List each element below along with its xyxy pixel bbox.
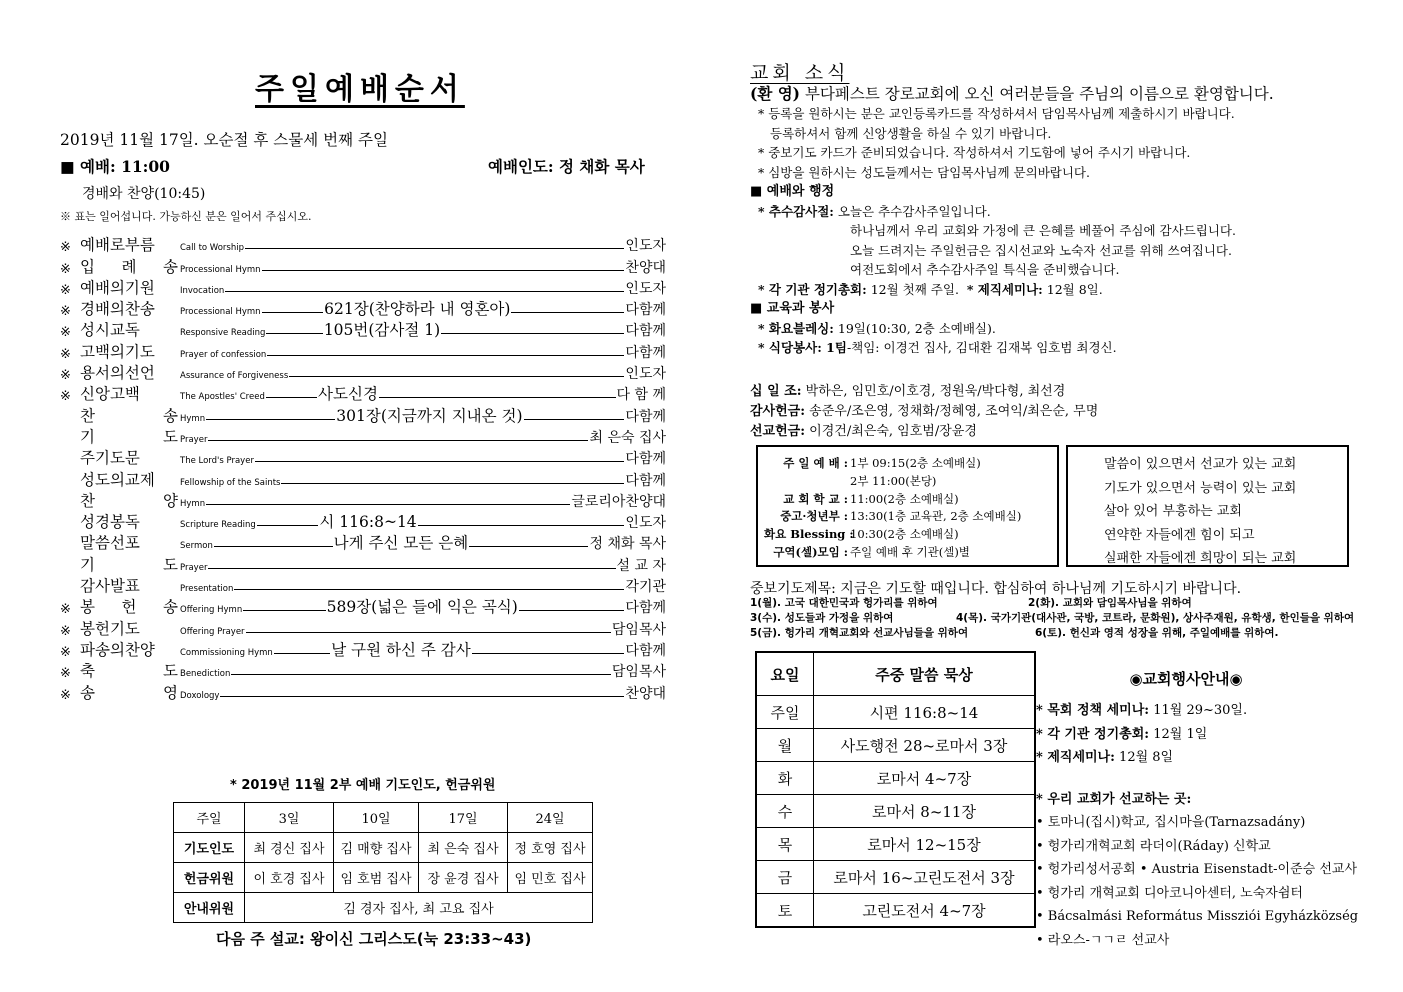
- leader-line: [243, 610, 325, 611]
- order-detail: 589장(넓은 들에 익은 곡식): [326, 598, 518, 617]
- leader-line: [214, 546, 333, 547]
- thanks-text: 오늘 드려지는 주일헌금은 집시선교와 노숙자 선교를 위해 쓰여집니다.: [850, 242, 1232, 258]
- page-title: 주일예배순서: [255, 72, 465, 107]
- order-responsible: 다 함 께: [616, 387, 666, 404]
- kitchen-text: -책임: 이경건 집사, 김대환 김재복 임호범 최경신.: [846, 340, 1117, 355]
- events-title: ◉교회행사안내◉: [1129, 670, 1243, 688]
- schedule-value: 1부 09:15(2층 소예배실): [850, 456, 981, 470]
- leader-line: [206, 504, 570, 505]
- order-name: 기 도: [80, 427, 178, 446]
- order-detail: 301장(지금까지 지내온 것): [336, 406, 523, 425]
- welcome-label: (환 영): [750, 84, 801, 103]
- day-row: [750, 611, 1354, 626]
- blessing-line: [750, 319, 1400, 339]
- order-english: Offering Prayer: [180, 626, 245, 637]
- table-cell: 정 호영 집사: [508, 833, 593, 863]
- right-page: [700, 0, 1403, 992]
- header-cell: 10일: [334, 803, 419, 833]
- order-name: 예배의기원: [80, 278, 155, 297]
- news-list: [750, 104, 1400, 358]
- day-row: [750, 626, 1354, 641]
- order-name: 입 례 송: [80, 257, 178, 276]
- leader-line: [524, 419, 625, 420]
- leader-line: [379, 397, 616, 398]
- order-responsible: 다함께: [625, 408, 666, 425]
- order-responsible: 다함께: [625, 642, 666, 659]
- leader-line: [208, 440, 588, 441]
- event-label: * 각 기관 정기총회:: [1036, 726, 1150, 742]
- tithe-names: 박하은, 임민호/이호경, 정원욱/박다형, 최선경: [805, 384, 1066, 399]
- service-time: ■ 예배: 11:00: [60, 157, 170, 176]
- order-english: Prayer of confession: [180, 349, 267, 360]
- order-english: Scripture Reading: [180, 520, 256, 531]
- order-row: [60, 681, 666, 702]
- leaders-table: [173, 802, 593, 923]
- mission-item: • 헝가리개혁교회 라더이(Ráday) 신학교: [1036, 838, 1271, 854]
- stand-mark: ※: [60, 644, 71, 660]
- leader-line: [208, 568, 615, 569]
- schedule-key: 화요 Blessing :: [764, 527, 854, 542]
- news-title: 교회 소식: [750, 62, 850, 84]
- schedule-row: [764, 526, 1051, 544]
- day-cell: 화: [756, 762, 814, 795]
- service-leader: 예배인도: 정 채화 목사: [488, 157, 645, 176]
- schedule-value: 13:30(1층 교육관, 2층 소예배실): [850, 509, 1022, 524]
- order-row: [60, 447, 666, 468]
- order-english: Fellowship of the Saints: [180, 477, 281, 488]
- leader-line: [245, 248, 624, 249]
- meditation-header-row: [756, 652, 1035, 696]
- order-responsible: 담임목사: [611, 621, 666, 638]
- day-cell: 수: [756, 795, 814, 828]
- order-responsible: 각기관: [625, 579, 666, 596]
- order-detail: 날 구원 하신 주 감사: [331, 640, 471, 659]
- mission-item: • 토마니(집시)학교, 집시마을(Tarnazsadány): [1036, 815, 1306, 830]
- table-cell: 임 민호 집사: [508, 863, 593, 893]
- order-responsible: 인도자: [625, 515, 666, 532]
- order-row: [60, 575, 666, 596]
- worship-order: [60, 234, 666, 703]
- order-responsible: 다함께: [625, 451, 666, 468]
- passage-cell: 사도행전 28~로마서 3장: [814, 729, 1036, 762]
- order-name: 성경봉독: [80, 513, 140, 532]
- leader-line: [220, 696, 624, 697]
- event-item: [1036, 723, 1396, 747]
- event-label: * 목회 정책 세미나:: [1036, 703, 1150, 718]
- leader-line: [231, 674, 611, 675]
- table-row: [756, 729, 1035, 762]
- order-name: 감사발표: [80, 577, 140, 596]
- schedule-row: [764, 544, 1051, 562]
- table-row: [174, 863, 593, 893]
- order-responsible: 글로리아찬양대: [571, 493, 666, 510]
- order-row: [60, 511, 666, 532]
- order-name: 용서의선언: [80, 364, 155, 383]
- event-text: 11월 29~30일.: [1149, 703, 1248, 718]
- thanks-label: * 추수감사절:: [758, 203, 834, 219]
- mission-offering-line: [750, 422, 1098, 442]
- leader-line: [262, 312, 324, 313]
- header-cell: 주일: [174, 803, 245, 833]
- order-responsible: 다함께: [625, 323, 666, 340]
- order-responsible: 찬양대: [625, 259, 666, 276]
- leader-line: [246, 632, 611, 633]
- leader-line: [274, 653, 330, 654]
- order-name: 송 영: [80, 683, 178, 702]
- table-cell: 최 은숙 집사: [419, 833, 508, 863]
- leader-line: [255, 461, 624, 462]
- stand-mark: ※: [60, 666, 71, 682]
- table-cell: 최 경신 집사: [245, 833, 334, 863]
- order-row: [60, 660, 666, 681]
- motto-line: 기도가 있으면서 능력이 있는 교회: [1104, 480, 1297, 496]
- leader-line: [234, 589, 624, 590]
- motto-line: 실패한 자들에겐 희망이 되는 교회: [1104, 551, 1297, 566]
- kitchen-label: * 식당봉사: 1팀: [758, 340, 847, 355]
- schedule-row: [764, 491, 1051, 509]
- event-item: [1036, 699, 1396, 723]
- table-row: [756, 861, 1035, 894]
- order-row: [60, 532, 666, 553]
- mission-item: • 라오스-ㄱㄱㄹ 선교사: [1036, 932, 1170, 948]
- leaders-header-row: [174, 803, 593, 833]
- header-cell: 요일: [756, 652, 814, 696]
- passage-cell: 로마서 8~11장: [814, 795, 1036, 828]
- stand-mark: ※: [60, 304, 71, 320]
- order-row: [60, 404, 666, 425]
- day-item: 3(수). 성도들과 가정을 위하여: [750, 612, 894, 624]
- elder-label: * 제직세미나:: [966, 281, 1043, 297]
- event-text: 12월 1일: [1149, 726, 1208, 742]
- order-row: [60, 298, 666, 319]
- table-row: [756, 894, 1035, 928]
- table-cell: 김 경자 집사, 최 고요 집사: [245, 893, 593, 923]
- order-name: 신앙고백: [80, 385, 140, 404]
- leader-line: [262, 270, 625, 271]
- passage-cell: 로마서 16~고린도전서 3장: [814, 861, 1036, 894]
- order-english: Hymn: [180, 413, 206, 424]
- mission-item: • 헝가리성서공회 • Austria Eisenstadt-이준승 선교사: [1036, 862, 1357, 877]
- section-heading: ■ 예배와 행정: [750, 184, 835, 199]
- leader-line: [267, 355, 624, 356]
- news-item: * 중보기도 카드가 준비되었습니다. 작성하셔서 기도함에 넣어 주시기 바랍니다.: [758, 145, 1191, 160]
- order-name: 축 도: [80, 662, 178, 681]
- thanks-offering-line: [750, 402, 1098, 422]
- order-responsible: 최 은숙 집사: [589, 429, 666, 446]
- day-cell: 목: [756, 828, 814, 861]
- order-responsible: 인도자: [625, 238, 666, 255]
- stand-mark: ※: [60, 282, 71, 298]
- leader-line: [206, 419, 335, 420]
- meeting-line: [750, 280, 1400, 300]
- order-english: Prayer: [180, 434, 208, 445]
- motto-box: [1066, 445, 1349, 567]
- leader-line: [418, 525, 625, 526]
- blessing-text: 19일(10:30, 2층 소예배실).: [837, 320, 996, 336]
- section-heading: ■ 교육과 봉사: [750, 301, 835, 316]
- table-row: [174, 893, 593, 923]
- schedule-key: 주 일 예 배 :: [783, 456, 848, 470]
- order-english: Assurance of Forgiveness: [180, 371, 289, 382]
- day-item: 2(화). 교회와 담임목사님을 위하여: [1028, 597, 1192, 609]
- order-english: Offering Hymn: [180, 605, 243, 616]
- order-detail: 나게 주신 모든 은혜: [333, 534, 469, 553]
- order-row: [60, 553, 666, 574]
- thanks-offering-names: 송준우/조은영, 정채화/정혜영, 조여익/최은순, 무명: [809, 404, 1099, 419]
- order-name: 성도의교제: [80, 470, 155, 489]
- passage-cell: 시편 116:8~14: [814, 696, 1036, 729]
- thanks-text: 하나님께서 우리 교회와 가정에 큰 은혜를 베풀어 주심에 감사드립니다.: [850, 223, 1236, 238]
- table-row: [756, 762, 1035, 795]
- next-sermon: 다음 주 설교: 왕이신 그리스도(눅 23:33~43): [216, 930, 532, 948]
- mission-offering-names: 이경건/최은숙, 임호범/장윤경: [809, 424, 977, 439]
- order-responsible: 담임목사: [611, 664, 666, 681]
- date-line: 2019년 11월 17일. 오순절 후 스물세 번째 주일: [60, 131, 388, 149]
- table-cell: 이 호경 집사: [245, 863, 334, 893]
- mission-offering-label: 선교헌금:: [750, 424, 806, 439]
- news-item: * 심방을 원하시는 성도들께서는 담임목사님께 문의바랍니다.: [758, 164, 1090, 180]
- passage-cell: 로마서 4~7장: [814, 762, 1036, 795]
- day-item: 6(토). 헌신과 영적 성장을 위해, 주일예배를 위하여.: [1035, 627, 1279, 639]
- order-row: [60, 319, 666, 340]
- stand-mark: ※: [60, 240, 71, 256]
- schedule-value: 10:30(2층 소예배실): [850, 527, 959, 542]
- blessing-label: * 화요블레싱:: [758, 320, 834, 336]
- row-label: 안내위원: [174, 893, 245, 923]
- prayer-topic: 중보기도제목: 지금은 기도할 때입니다. 합심하여 하나님께 기도하시기 바랍니다.: [750, 581, 1242, 597]
- schedule-key: 교 회 학 교 :: [783, 491, 848, 506]
- order-english: Commissioning Hymn: [180, 647, 273, 658]
- order-english: Processional Hymn: [180, 307, 261, 318]
- day-cell: 토: [756, 894, 814, 928]
- order-name: 찬 송: [80, 406, 178, 425]
- welcome-text: 부다페스트 장로교회에 오신 여러분들을 주님의 이름으로 환영합니다.: [804, 85, 1274, 103]
- event-label: * 제직세미나:: [1036, 750, 1115, 765]
- event-text: 12월 8일: [1114, 750, 1174, 765]
- schedule-key: 중고·청년부 :: [780, 509, 848, 524]
- order-responsible: 찬양대: [625, 685, 666, 702]
- table-cell: 장 윤경 집사: [419, 863, 508, 893]
- passage-cell: 로마서 12~15장: [814, 828, 1036, 861]
- leader-line: [469, 546, 588, 547]
- order-responsible: 인도자: [625, 280, 666, 297]
- order-english: Processional Hymn: [180, 264, 261, 275]
- event-item: [1036, 746, 1396, 770]
- order-detail: 사도신경: [318, 385, 378, 404]
- order-row: [60, 468, 666, 489]
- header-cell: 17일: [419, 803, 508, 833]
- motto-line: 말씀이 있으면서 선교가 있는 교회: [1104, 457, 1297, 472]
- header-cell: 주중 말씀 묵상: [814, 652, 1036, 696]
- leader-line: [441, 333, 624, 334]
- order-responsible: 다함께: [625, 600, 666, 617]
- order-detail: 621장(찬양하라 내 영혼아): [324, 300, 511, 319]
- day-cell: 월: [756, 729, 814, 762]
- thanks-line: [750, 202, 1400, 222]
- leader-line: [266, 397, 317, 398]
- header-cell: 3일: [245, 803, 334, 833]
- order-detail: 105번(감사절 1): [323, 321, 441, 340]
- leader-line: [519, 610, 625, 611]
- order-name: 주기도문: [80, 449, 140, 468]
- order-name: 경배의찬송: [80, 300, 155, 319]
- order-english: The Apostles' Creed: [180, 392, 265, 403]
- order-english: Benediction: [180, 669, 231, 680]
- order-english: Hymn: [180, 498, 206, 509]
- order-row: [60, 617, 666, 638]
- row-label: 헌금위원: [174, 863, 245, 893]
- mission-item: • 헝가리 개혁교회 디아코니아센터, 노숙자쉼터: [1036, 885, 1303, 901]
- order-english: Invocation: [180, 285, 225, 296]
- stand-mark: ※: [60, 325, 71, 341]
- day-item: 4(목). 국가기관(대사관, 국방, 코트라, 문화원), 상사주재원, 유학생, 한인들을 위하여: [956, 612, 1355, 624]
- order-name: 기 도: [80, 555, 178, 574]
- order-name: 봉헌기도: [80, 619, 140, 638]
- stand-mark: ※: [60, 261, 71, 277]
- row-label: 기도인도: [174, 833, 245, 863]
- order-english: Sermon: [180, 541, 213, 552]
- order-name: 찬 양: [80, 491, 178, 510]
- leader-line: [225, 291, 624, 292]
- stand-mark: ※: [60, 623, 71, 639]
- church-events: [1036, 668, 1396, 952]
- schedule-key: 구역(셀)모임 :: [773, 544, 848, 559]
- schedule-box: [756, 445, 1059, 567]
- order-row: [60, 490, 666, 511]
- order-english: Presentation: [180, 584, 234, 595]
- stand-mark: ※: [60, 346, 71, 362]
- table-cell: 임 호범 집사: [334, 863, 419, 893]
- order-row: [60, 596, 666, 617]
- motto-line: 연약한 자들에겐 힘이 되고: [1104, 527, 1255, 543]
- leader-line: [472, 653, 625, 654]
- order-responsible: 다함께: [625, 344, 666, 361]
- leader-line: [511, 312, 624, 313]
- order-name: 고백의기도: [80, 342, 155, 361]
- table-row: [756, 696, 1035, 729]
- leader-line: [257, 525, 319, 526]
- news-item: 등록하셔서 함께 신앙생활을 하실 수 있기 바랍니다.: [770, 125, 1052, 141]
- order-row: [60, 277, 666, 298]
- schedule-value: 11:00(2층 소예배실): [850, 491, 959, 506]
- order-row: [60, 234, 666, 255]
- order-responsible: 다함께: [625, 302, 666, 319]
- order-row: [60, 383, 666, 404]
- schedule-value: 주일 예배 후 기관(셀)별: [850, 544, 970, 559]
- header-cell: 24일: [508, 803, 593, 833]
- stand-mark: ※: [60, 368, 71, 384]
- order-detail: 시 116:8~14: [319, 513, 417, 532]
- welcome-line: [750, 82, 1274, 104]
- table-row: [756, 828, 1035, 861]
- left-page: [0, 0, 700, 992]
- day-row: [750, 596, 1354, 611]
- opening-praise: 경배와 찬양(10:45): [82, 186, 206, 202]
- motto-line: 살아 있어 부흥하는 교회: [1104, 504, 1242, 519]
- tithe-line: [750, 382, 1098, 402]
- thanks-text: 여전도회에서 추수감사주일 특식을 준비했습니다.: [850, 262, 1120, 277]
- order-row: [60, 426, 666, 447]
- order-responsible: 설 교 자: [616, 557, 666, 574]
- schedule-row: [764, 473, 1051, 491]
- order-name: 봉 헌 송: [80, 598, 178, 617]
- order-name: 성시교독: [80, 321, 140, 340]
- order-row: [60, 362, 666, 383]
- news-item: * 등록을 원하시는 분은 교인등록카드를 작성하셔서 담임목사님께 제출하시기 바랍니다.: [758, 106, 1235, 121]
- table-cell: 김 매향 집사: [334, 833, 419, 863]
- mission-item: • Bácsalmási Református Missziói Egyházközség: [1036, 909, 1359, 924]
- order-responsible: 인도자: [625, 366, 666, 383]
- leader-line: [289, 376, 624, 377]
- meeting-label: * 각 기관 정기총회:: [758, 281, 867, 297]
- day-cell: 주일: [756, 696, 814, 729]
- meditation-table: [755, 651, 1036, 928]
- elder-text: 12월 8일.: [1046, 281, 1103, 297]
- kitchen-line: [750, 338, 1400, 358]
- order-responsible: 다함께: [625, 472, 666, 489]
- order-english: The Lord's Prayer: [180, 456, 254, 467]
- schedule-value: 2부 11:00(본당): [850, 473, 937, 488]
- table-row: [174, 833, 593, 863]
- stand-mark: ※: [60, 602, 71, 618]
- meeting-text: 12월 첫째 주일.: [870, 281, 959, 297]
- order-name: 말씀선포: [80, 534, 140, 553]
- schedule-key: [764, 473, 848, 491]
- day-cell: 금: [756, 861, 814, 894]
- order-english: Doxology: [180, 690, 220, 701]
- daily-prayer: [750, 596, 1354, 641]
- tithe-label: 십 일 조:: [750, 384, 802, 399]
- order-row: [60, 639, 666, 660]
- order-english: Call to Worship: [180, 243, 244, 254]
- schedule-row: [764, 455, 1051, 473]
- day-item: 1(월). 고국 대한민국과 헝가리를 위하여: [750, 597, 938, 609]
- mission-heading: * 우리 교회가 선교하는 곳:: [1036, 791, 1192, 807]
- order-name: 예배로부름: [80, 236, 155, 255]
- leaders-title: * 2019년 11월 2부 예배 기도인도, 헌금위원: [230, 778, 496, 793]
- schedule-row: [764, 508, 1051, 526]
- order-row: [60, 340, 666, 361]
- stand-mark: ※: [60, 687, 71, 703]
- day-item: 5(금). 헝가리 개혁교회와 선교사님들을 위하여: [750, 627, 969, 639]
- offerings: [750, 382, 1098, 442]
- order-row: [60, 255, 666, 276]
- leader-line: [266, 333, 322, 334]
- leader-line: [281, 483, 624, 484]
- order-responsible: 정 채화 목사: [589, 536, 666, 553]
- stand-note: ※ 표는 일어섭니다. 가능하신 분은 일어서 주십시오.: [60, 210, 312, 223]
- thanks-offering-label: 감사헌금:: [750, 404, 806, 419]
- stand-mark: ※: [60, 389, 71, 405]
- passage-cell: 고린도전서 4~7장: [814, 894, 1036, 928]
- table-row: [756, 795, 1035, 828]
- order-name: 파송의찬양: [80, 640, 155, 659]
- order-english: Responsive Reading: [180, 328, 266, 339]
- thanks-text: 오늘은 추수감사주일입니다.: [837, 203, 991, 219]
- order-english: Prayer: [180, 562, 208, 573]
